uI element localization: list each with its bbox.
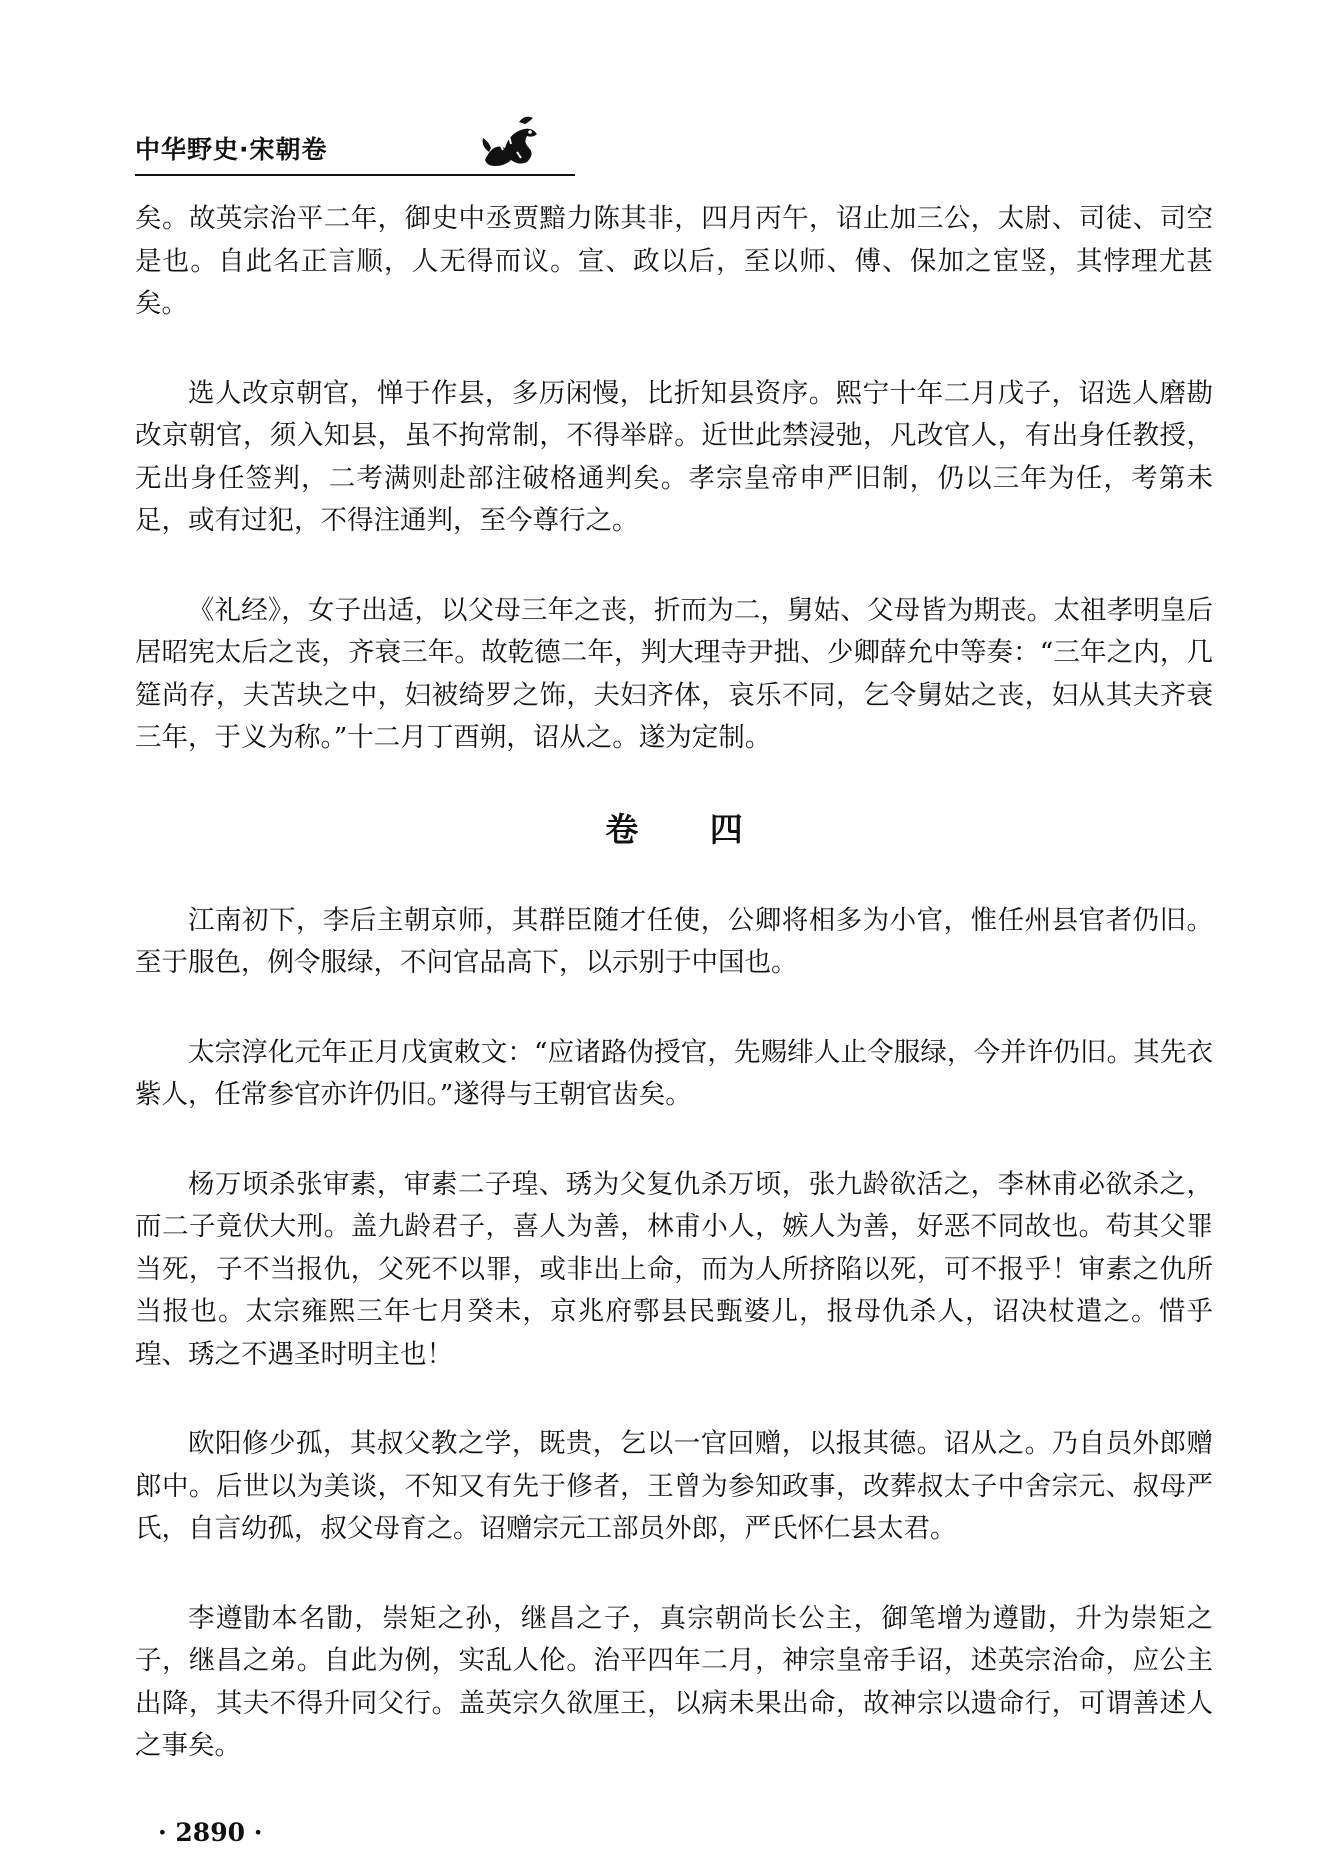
paragraph: 矣。故英宗治平二年，御史中丞贾黯力陈其非，四月丙午，诏止加三公，太尉、司徒、司空是也。自此名正言顺，人无得而议。宣、政以后，至以师、傅、保加之宦竖，其悖理尤甚矣。 xyxy=(135,203,1213,319)
paragraph: 《礼经》，女子出适，以父母三年之丧，折而为二，舅姑、父母皆为期丧。太祖孝明皇后居昭宪太后之丧，齐衰三年。故乾德二年，判大理寺尹拙、少卿薛允中等奏：“三年之内，几筵尚存，夫苫块之中，妇被绮罗之饰，夫妇齐体，哀乐不同，乞令舅姑之丧，妇从其夫齐衰三年，于义为称。”十二月丁酉朔，诏从之。遂为定制。 xyxy=(135,594,1213,753)
paragraph: 杨万顷杀张审素，审素二子瑝、琇为父复仇杀万顷，张九龄欲活之，李林甫必欲杀之，而二子竟伏大刑。盖九龄君子，喜人为善，林甫小人，嫉人为善，好恶不同故也。苟其父罪当死，子不当报仇，父死不以罪，或非出上命，而为人所挤陷以死，可不报乎！审素之仇所当报也。太宗雍熙三年七月癸未，京兆府鄠县民甄婆儿，报母仇杀人，诏决杖遣之。惜乎瑝、琇之不遇圣时明主也！ xyxy=(135,1168,1213,1370)
paragraph: 江南初下，李后主朝京师，其群臣随才任使，公卿将相多为小官，惟任州县官者仍旧。至于服色，例令服绿，不问官品高下，以示别于中国也。 xyxy=(135,904,1213,978)
dragon-emblem-icon xyxy=(475,112,545,172)
page-body xyxy=(135,198,1213,1768)
page-number: · 2890 · xyxy=(158,1818,263,1847)
header-rule xyxy=(135,174,575,176)
paragraph: 欧阳修少孤，其叔父教之学，既贵，乞以一官回赠，以报其德。诏从之。乃自员外郎赠郎中。后世以为美谈，不知又有先于修者，王曾为参知政事，改葬叔太子中舍宗元、叔母严氏，自言幼孤，叔父母育之。诏赠宗元工部员外郎，严氏怀仁县太君。 xyxy=(135,1428,1213,1544)
paragraph: 李遵勖本名勖，崇矩之孙，继昌之子，真宗朝尚长公主，御笔增为遵勖，升为崇矩之子，继昌之弟。自此为例，实乱人伦。治平四年二月，神宗皇帝手诏，述英宗治命，应公主出降，其夫不得升同父行。盖英宗久欲厘王，以病未果出命，故神宗以遗命行，可谓善述人之事矣。 xyxy=(135,1602,1213,1761)
running-header xyxy=(135,112,1215,178)
book-title: 中华野史·宋朝卷 xyxy=(135,135,328,164)
paragraph: 选人改京朝官，惮于作县，多历闲慢，比折知县资序。熙宁十年二月戊子，诏选人磨勘改京朝官，须入知县，虽不拘常制，不得举辟。近世此禁浸弛，凡改官人，有出身任教授，无出身任签判，二考满则赴部注破格通判矣。孝宗皇帝申严旧制，仍以三年为任，考第未足，或有过犯，不得注通判，至今尊行之。 xyxy=(135,377,1213,536)
paragraph: 太宗淳化元年正月戊寅敕文：“应诸路伪授官，先赐绯人止令服绿，今并许仍旧。其先衣紫人，任常参官亦许仍旧。”遂得与王朝官齿矣。 xyxy=(135,1036,1213,1110)
chapter-heading: 卷 四 xyxy=(605,809,773,849)
